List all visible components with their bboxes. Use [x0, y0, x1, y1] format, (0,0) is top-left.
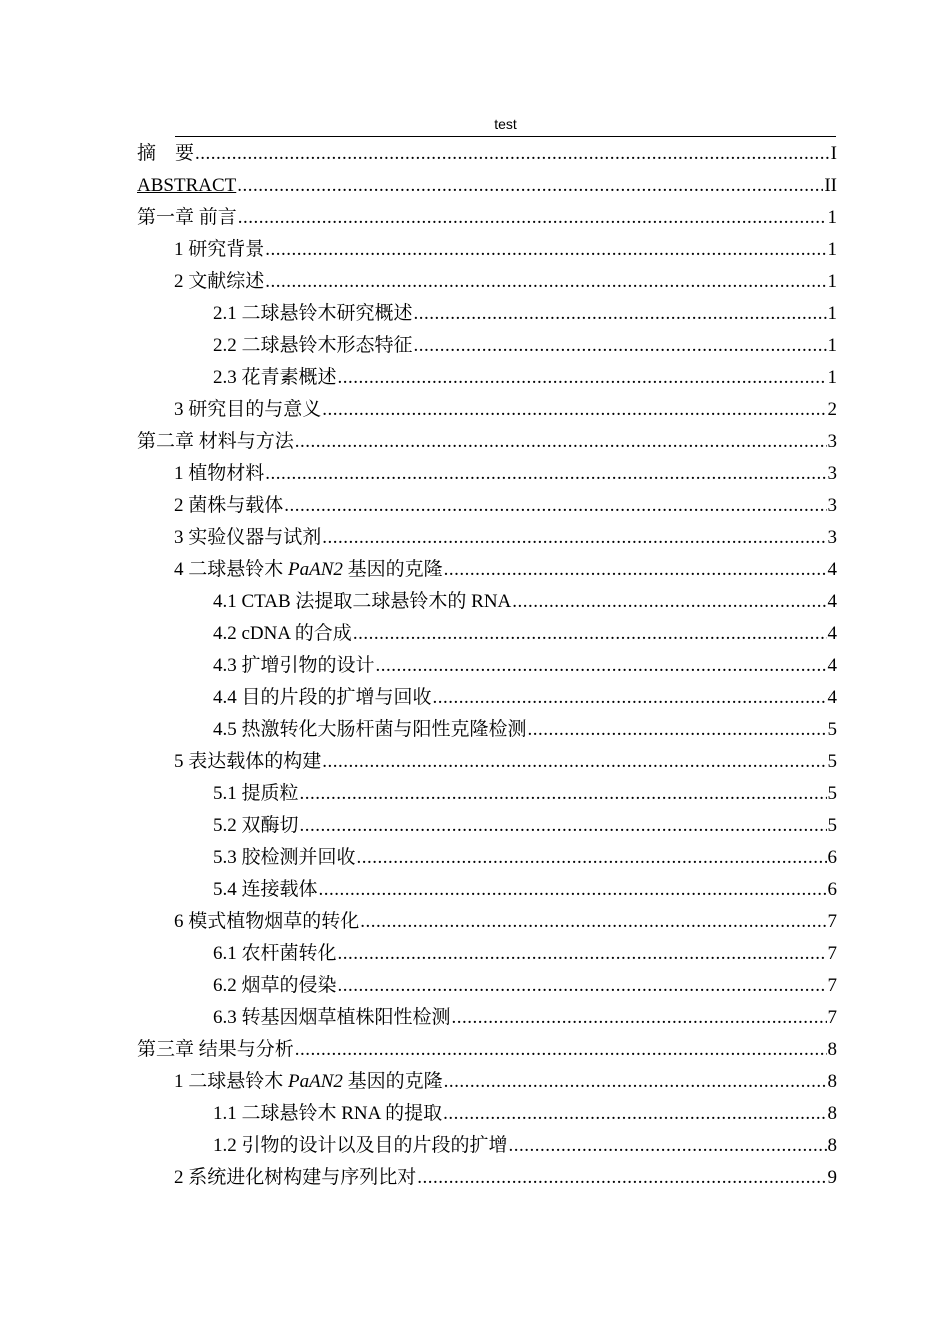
toc-entry[interactable] — [137, 458, 837, 490]
toc-dot-leader — [512, 586, 826, 618]
toc-page-number: 8 — [827, 1135, 837, 1156]
toc-page-number: 3 — [827, 431, 837, 452]
toc-entry[interactable] — [137, 426, 837, 458]
toc-entry-title — [174, 1066, 443, 1098]
toc-dot-leader — [322, 746, 826, 778]
toc-page-number: 3 — [827, 495, 837, 516]
toc-dot-leader — [353, 618, 827, 650]
toc-entry-title: 6.2 烟草的侵染 — [213, 975, 337, 996]
toc-entry[interactable] — [137, 618, 837, 650]
toc-page-number: 4 — [827, 559, 837, 580]
toc-entry-title — [174, 554, 443, 586]
page-header: test — [175, 112, 836, 137]
toc-dot-leader — [443, 1098, 826, 1130]
toc-page-number: 5 — [827, 783, 837, 804]
toc-dot-leader — [322, 394, 826, 426]
toc-entry-title: ABSTRACT — [137, 175, 237, 196]
toc-entry-title: 3 研究目的与意义 — [174, 399, 322, 420]
toc-dot-leader — [417, 1162, 826, 1194]
toc-entry[interactable] — [137, 906, 837, 938]
toc-entry-title-part: 基因的克隆 — [342, 1071, 443, 1092]
toc-page-number: 5 — [827, 751, 837, 772]
toc-entry[interactable] — [137, 490, 837, 522]
toc-entry-title: 3 实验仪器与试剂 — [174, 527, 322, 548]
toc-dot-leader — [265, 458, 826, 490]
toc-entry-title: 2 系统进化树构建与序列比对 — [174, 1167, 417, 1188]
toc-page-number: 5 — [827, 815, 837, 836]
toc-entry[interactable] — [137, 1002, 837, 1034]
toc-entry-title-part: 4 二球悬铃木 — [174, 559, 289, 580]
toc-entry[interactable] — [137, 842, 837, 874]
toc-entry-title: 5.2 双酶切 — [213, 815, 299, 836]
toc-entry[interactable] — [137, 266, 837, 298]
toc-entry[interactable] — [137, 330, 837, 362]
toc-entry-title: 1 植物材料 — [174, 463, 265, 484]
toc-dot-leader — [376, 650, 827, 682]
toc-entry-title: 1 研究背景 — [174, 239, 265, 260]
toc-dot-leader — [265, 234, 826, 266]
toc-page-number: 7 — [827, 975, 837, 996]
toc-page-number: 3 — [827, 527, 837, 548]
toc-page-number: 8 — [827, 1071, 837, 1092]
toc-entry[interactable] — [137, 1130, 837, 1162]
toc-entry-title: 4.4 目的片段的扩增与回收 — [213, 687, 432, 708]
toc-dot-leader — [360, 906, 826, 938]
toc-entry-title: 2.3 花青素概述 — [213, 367, 337, 388]
toc-entry-title: 6.1 农杆菌转化 — [213, 943, 337, 964]
toc-entry[interactable] — [137, 522, 837, 554]
toc-entry[interactable] — [137, 810, 837, 842]
toc-entry-title: 2.2 二球悬铃木形态特征 — [213, 335, 413, 356]
toc-entry-title: 5.3 胶检测并回收 — [213, 847, 356, 868]
toc-dot-leader — [300, 810, 827, 842]
toc-page-number: 4 — [827, 591, 837, 612]
toc-entry-title: 1.1 二球悬铃木 RNA 的提取 — [213, 1103, 443, 1124]
toc-dot-leader — [195, 138, 830, 170]
toc-entry-title: 4.5 热激转化大肠杆菌与阳性克隆检测 — [213, 719, 527, 740]
toc-dot-leader — [284, 490, 826, 522]
toc-page-number: 7 — [827, 943, 837, 964]
toc-page-number: I — [830, 143, 837, 164]
toc-entry[interactable] — [137, 1034, 837, 1066]
toc-entry[interactable] — [137, 746, 837, 778]
toc-page-number: 1 — [827, 207, 837, 228]
toc-page-number: 7 — [827, 911, 837, 932]
toc-page-number: 2 — [827, 399, 837, 420]
toc-dot-leader — [265, 266, 826, 298]
toc-dot-leader — [452, 1002, 827, 1034]
toc-entry[interactable] — [137, 202, 837, 234]
toc-dot-leader — [433, 682, 827, 714]
toc-page-number: 9 — [827, 1167, 837, 1188]
toc-entry-title: 第二章 材料与方法 — [137, 431, 294, 452]
toc-entry-gene-name: PaAN2 — [288, 1071, 343, 1092]
toc-page-number: 4 — [827, 687, 837, 708]
toc-entry-title-part: 基因的克隆 — [342, 559, 443, 580]
toc-entry-title: 第三章 结果与分析 — [137, 1039, 294, 1060]
toc-entry[interactable] — [137, 970, 837, 1002]
toc-entry-title: 4.2 cDNA 的合成 — [213, 623, 352, 644]
toc-dot-leader — [338, 938, 827, 970]
table-of-contents — [137, 138, 837, 1194]
toc-entry-title: 5.1 提质粒 — [213, 783, 299, 804]
toc-page-number: 1 — [827, 367, 837, 388]
toc-page-number: 8 — [827, 1103, 837, 1124]
toc-page-number: 4 — [827, 655, 837, 676]
toc-dot-leader — [338, 362, 827, 394]
toc-entry[interactable] — [137, 234, 837, 266]
toc-entry[interactable] — [137, 586, 837, 618]
toc-entry[interactable] — [137, 298, 837, 330]
toc-entry-title: 1.2 引物的设计以及目的片段的扩增 — [213, 1135, 508, 1156]
toc-page-number: 1 — [827, 271, 837, 292]
toc-page-number: 1 — [827, 303, 837, 324]
toc-page-number: 7 — [827, 1007, 837, 1028]
toc-dot-leader — [322, 522, 826, 554]
toc-page-number: 8 — [827, 1039, 837, 1060]
toc-dot-leader — [319, 874, 827, 906]
toc-dot-leader — [295, 1034, 827, 1066]
toc-entry[interactable] — [137, 938, 837, 970]
toc-entry-title: 2.1 二球悬铃木研究概述 — [213, 303, 413, 324]
toc-entry[interactable] — [137, 650, 837, 682]
toc-entry[interactable] — [137, 682, 837, 714]
toc-dot-leader — [414, 298, 827, 330]
toc-entry-title: 4.1 CTAB 法提取二球悬铃木的 RNA — [213, 591, 512, 612]
toc-dot-leader — [300, 778, 827, 810]
toc-page-number: II — [824, 175, 837, 196]
toc-entry[interactable] — [137, 778, 837, 810]
toc-entry-title: 2 菌株与载体 — [174, 495, 284, 516]
toc-page-number: 1 — [827, 335, 837, 356]
toc-dot-leader — [357, 842, 827, 874]
toc-page-number: 4 — [827, 623, 837, 644]
toc-page-number: 6 — [827, 847, 837, 868]
toc-entry-title: 摘 要 — [137, 143, 195, 164]
toc-page-number: 3 — [827, 463, 837, 484]
toc-entry[interactable] — [137, 138, 837, 170]
toc-entry[interactable] — [137, 170, 837, 202]
toc-entry-title: 第一章 前言 — [137, 207, 237, 228]
toc-entry-title: 6.3 转基因烟草植株阳性检测 — [213, 1007, 451, 1028]
toc-entry[interactable] — [137, 1098, 837, 1130]
toc-dot-leader — [528, 714, 827, 746]
toc-dot-leader — [338, 970, 827, 1002]
toc-page-number: 5 — [827, 719, 837, 740]
toc-page-number: 6 — [827, 879, 837, 900]
toc-dot-leader — [237, 170, 823, 202]
toc-dot-leader — [509, 1130, 827, 1162]
toc-entry[interactable] — [137, 362, 837, 394]
toc-entry-title: 6 模式植物烟草的转化 — [174, 911, 360, 932]
toc-entry-title-part: 1 二球悬铃木 — [174, 1071, 289, 1092]
toc-dot-leader — [414, 330, 827, 362]
toc-entry[interactable] — [137, 714, 837, 746]
toc-entry[interactable] — [137, 1162, 837, 1194]
toc-entry[interactable] — [137, 874, 837, 906]
toc-entry[interactable] — [137, 554, 837, 586]
toc-entry[interactable] — [137, 394, 837, 426]
toc-entry-gene-name: PaAN2 — [288, 559, 343, 580]
toc-entry-title: 2 文献综述 — [174, 271, 265, 292]
toc-dot-leader — [444, 554, 827, 586]
toc-entry-title: 5.4 连接载体 — [213, 879, 318, 900]
toc-page-number: 1 — [827, 239, 837, 260]
toc-entry-title: 5 表达载体的构建 — [174, 751, 322, 772]
toc-dot-leader — [238, 202, 827, 234]
toc-dot-leader — [444, 1066, 827, 1098]
toc-dot-leader — [295, 426, 827, 458]
toc-entry-title: 4.3 扩增引物的设计 — [213, 655, 375, 676]
toc-entry[interactable] — [137, 1066, 837, 1098]
